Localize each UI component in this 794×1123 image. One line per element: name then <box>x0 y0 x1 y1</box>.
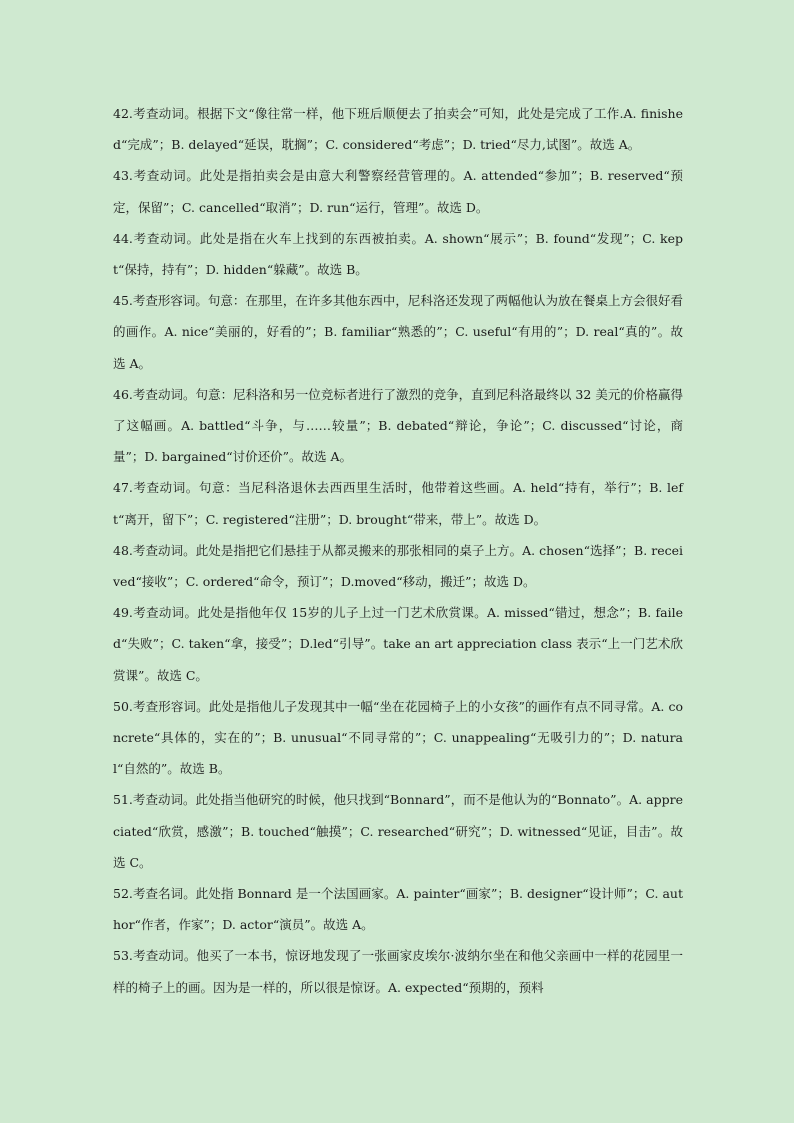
answer-explanation-44: 44.考查动词。此处是指在火车上找到的东西被拍卖。A. shown“展示”；B. found“发现”；C. kept“保持，持有”；D. hidden“躲藏”。故选 B。 <box>113 230 683 278</box>
answer-explanation-51: 51.考查动词。此处指当他研究的时候，他只找到“Bonnard”，而不是他认为的“Bonnato”。A. appreciated“欣赏，感激”；B. touched“触摸”；C. researched“研究”；D. witnessed“见证，目击”。故选 C。 <box>113 792 683 870</box>
answer-explanation-43: 43.考查动词。此处是指拍卖会是由意大利警察经营管理的。A. attended“参加”；B. reserved“预定，保留”；C. cancelled“取消”；D. run“运行，管理”。故选 D。 <box>113 168 683 215</box>
answer-explanation-48: 48.考查动词。此处是指把它们悬挂于从都灵搬来的那张相同的桌子上方。A. chosen“选择”；B. received“接收”；C. ordered“命令，预订”；D.moved“移动，搬迁”；故选 D。 <box>113 542 683 590</box>
answer-explanation-52: 52.考查名词。此处指 Bonnard 是一个法国画家。A. painter“画家”；B. designer“设计师”；C. author“作者，作家”；D. actor“演员”。故选 A。 <box>113 886 683 933</box>
answer-explanation-42: 42.考查动词。根据下文“像往常一样，他下班后顺便去了拍卖会”可知，此处是完成了工作.A. finished“完成”；B. delayed“延误，耽搁”；C. considered“考虑”；D. tried“尽力,试图”。故选 A。 <box>113 106 683 153</box>
answer-explanation-49: 49.考查动词。此处是指他年仅 15岁的儿子上过一门艺术欣赏课。A. missed“错过，想念”；B. failed“失败”；C. taken“拿，接受”；D.led“引导”。take an art appreciation class 表示“上一门艺术欣赏课”。故选 C。 <box>113 605 683 683</box>
answer-explanation-53: 53.考查动词。他买了一本书，惊讶地发现了一张画家皮埃尔·波纳尔坐在和他父亲画中一样的花园里一样的椅子上的画。因为是一样的，所以很是惊讶。A. expected“预期的，预料 <box>113 948 683 995</box>
answer-explanation-47: 47.考查动词。句意：当尼科洛退休去西西里生活时，他带着这些画。A. held“持有，举行”；B. left“离开，留下”；C. registered“注册”；D. brought“带来，带上”。故选 D。 <box>113 480 683 527</box>
answer-explanation-46: 46.考查动词。句意：尼科洛和另一位竞标者进行了激烈的竞争，直到尼科洛最终以 32 美元的价格赢得了这幅画。A. battled“斗争，与……较量”；B. debated“辩论，争论”；C. discussed“讨论，商量”；D. bargained“讨价还价”。故选 A。 <box>113 386 683 465</box>
answer-explanation-45: 45.考查形容词。句意：在那里，在许多其他东西中，尼科洛还发现了两幅他认为放在餐桌上方会很好看的画作。A. nice“美丽的，好看的”；B. familiar“熟悉的”；C. useful“有用的”；D. real“真的”。故选 A。 <box>113 293 683 371</box>
answer-explanation-50: 50.考查形容词。此处是指他儿子发现其中一幅“坐在花园椅子上的小女孩”的画作有点不同寻常。A. concrete“具体的，实在的”；B. unusual“不同寻常的”；C. unappealing“无吸引力的”；D. natural“自然的”。故选 B。 <box>113 698 683 777</box>
document-body <box>113 98 683 1003</box>
